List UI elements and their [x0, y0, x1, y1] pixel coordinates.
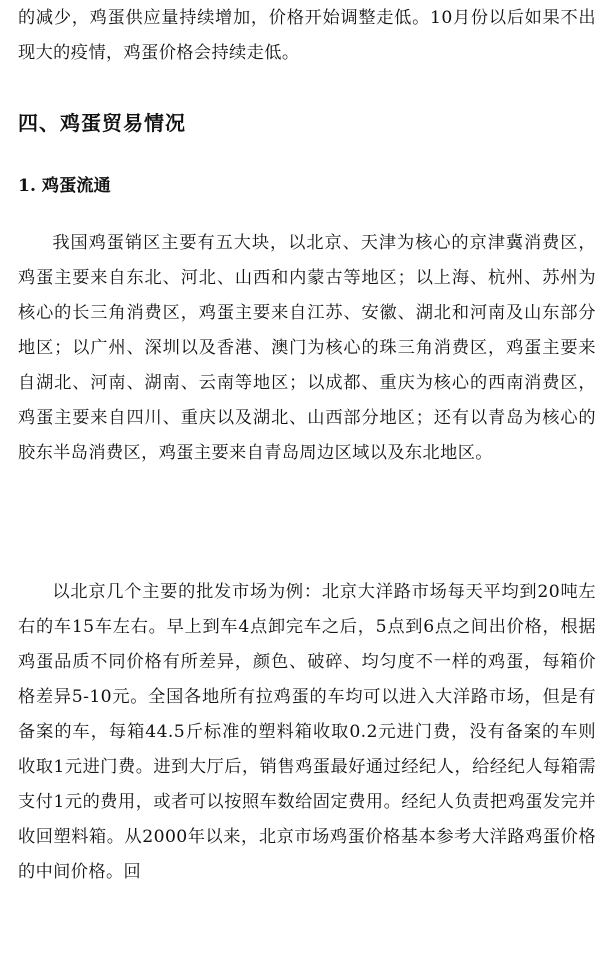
- intro-paragraph: 的减少，鸡蛋供应量持续增加，价格开始调整走低。10月份以后如果不出现大的疫情，鸡蛋价格会持续走低。: [18, 8, 596, 63]
- paragraph-beijing-market: 以北京几个主要的批发市场为例：北京大洋路市场每天平均到20吨左右的车15车左右。早上到车4点卸完车之后，5点到6点之间出价格，根据鸡蛋品质不同价格有所差异，颜色、破碎、均匀度不一样的鸡蛋，每箱价格差异5-10元。全国各地所有拉鸡蛋的车均可以进入大洋路市场，但是有备案的车，每箱44.5斤标准的塑料箱收取0.2元进门费，没有备案的车则收取1元进门费。进到大厅后，销售鸡蛋最好通过经纪人，给经纪人每箱需支付1元的费用，或者可以按照车数给固定费用。经纪人负责把鸡蛋发完并收回塑料箱。从2000年以来，北京市场鸡蛋价格基本参考大洋路鸡蛋价格的中间价格。回: [18, 582, 596, 882]
- section-heading: 四、鸡蛋贸易情况: [18, 111, 186, 135]
- subsection-heading: 1. 鸡蛋流通: [18, 176, 111, 196]
- paragraph-egg-sales-regions: 我国鸡蛋销区主要有五大块，以北京、天津为核心的京津冀消费区，鸡蛋主要来自东北、河北、山西和内蒙古等地区；以上海、杭州、苏州为核心的长三角消费区，鸡蛋主要来自江苏、安徽、湖北和河南及山东部分地区；以广州、深圳以及香港、澳门为核心的珠三角消费区，鸡蛋主要来自湖北、河南、湖南、云南等地区；以成都、重庆为核心的西南消费区，鸡蛋主要来自四川、重庆以及湖北、山西部分地区；还有以青岛为核心的胶东半岛消费区，鸡蛋主要来自青岛周边区域以及东北地区。: [18, 233, 596, 463]
